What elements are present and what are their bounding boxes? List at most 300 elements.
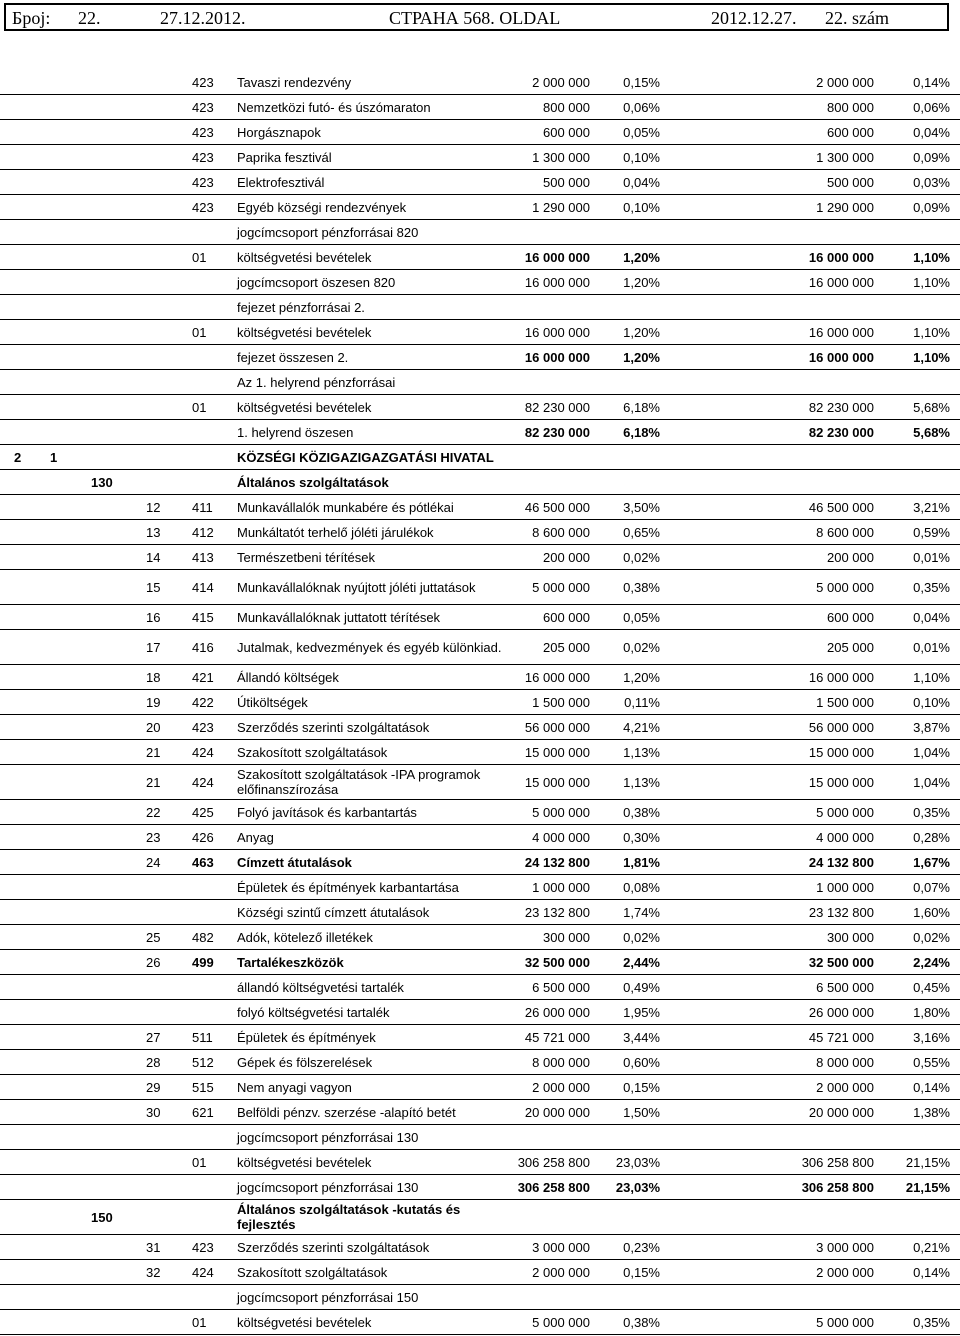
table-row [0, 1175, 960, 1200]
description: fejezet pénzforrásai 2. [237, 299, 365, 315]
description: Horgásznapok [237, 124, 321, 140]
economic-code: 414 [192, 579, 214, 595]
table-row [0, 765, 960, 800]
percent-1: 0,65% [623, 524, 660, 540]
amount-2: 2 000 000 [816, 1079, 874, 1095]
economic-code: 482 [192, 929, 214, 945]
percent-1: 3,50% [623, 499, 660, 515]
percent-1: 0,08% [623, 879, 660, 895]
amount-1: 1 500 000 [532, 694, 590, 710]
percent-1: 0,38% [623, 1314, 660, 1330]
percent-2: 0,04% [913, 609, 950, 625]
description: Természetbeni térítések [237, 549, 376, 565]
amount-2: 16 000 000 [808, 324, 874, 340]
table-row [0, 1100, 960, 1125]
economic-code: 425 [192, 804, 214, 820]
amount-1: 300 000 [543, 929, 590, 945]
table-row [0, 120, 960, 145]
amount-1: 205 000 [543, 639, 590, 655]
amount-1: 32 500 000 [524, 954, 590, 970]
position-number: 12 [146, 499, 161, 515]
description: Paprika fesztivál [237, 149, 332, 165]
description: Nemzetközi futó- és úszómaraton [237, 99, 431, 115]
percent-1: 0,02% [623, 639, 660, 655]
table-row [0, 395, 960, 420]
amount-2: 46 500 000 [808, 499, 874, 515]
amount-1: 600 000 [543, 124, 590, 140]
amount-2: 56 000 000 [808, 719, 874, 735]
table-row [0, 630, 960, 665]
description: Elektrofesztivál [237, 174, 325, 190]
table-row [0, 345, 960, 370]
table-row [0, 1000, 960, 1025]
economic-code: 01 [192, 324, 207, 340]
economic-code: 423 [192, 1239, 214, 1255]
amount-1: 1 300 000 [532, 149, 590, 165]
amount-1: 45 721 000 [524, 1029, 590, 1045]
budget-table [0, 70, 960, 1335]
amount-1: 500 000 [543, 174, 590, 190]
description: Belföldi pénzv. szerzése -alapító betét [237, 1104, 456, 1120]
economic-code: 413 [192, 549, 214, 565]
amount-1: 82 230 000 [524, 399, 590, 415]
table-row [0, 605, 960, 630]
amount-1: 16 000 000 [524, 349, 590, 365]
percent-1: 3,44% [623, 1029, 660, 1045]
economic-code: 621 [192, 1104, 214, 1120]
description: Épületek és építmények [237, 1029, 376, 1045]
percent-2: 0,10% [913, 694, 950, 710]
amount-1: 600 000 [543, 609, 590, 625]
description: Szakosított szolgáltatások [237, 744, 388, 760]
description: Tartalékeszközök [237, 954, 344, 970]
percent-2: 1,10% [913, 669, 950, 685]
percent-2: 0,01% [913, 639, 950, 655]
position-number: 32 [146, 1264, 161, 1280]
description: jogcímcsoport öszesen 820 [237, 274, 396, 290]
position-number: 28 [146, 1054, 161, 1070]
table-row [0, 320, 960, 345]
description: jogcímcsoport pénzforrásai 130 [237, 1129, 419, 1145]
amount-2: 32 500 000 [808, 954, 874, 970]
percent-1: 0,30% [623, 829, 660, 845]
table-row [0, 715, 960, 740]
amount-1: 23 132 800 [524, 904, 590, 920]
amount-2: 16 000 000 [808, 274, 874, 290]
issue-number-cyrillic: 22. [78, 8, 101, 28]
table-row [0, 1200, 960, 1235]
percent-2: 3,87% [913, 719, 950, 735]
economic-code: 01 [192, 1154, 207, 1170]
percent-2: 1,80% [913, 1004, 950, 1020]
economic-code: 423 [192, 124, 214, 140]
percent-2: 5,68% [913, 399, 950, 415]
table-row [0, 925, 960, 950]
description: Állandó költségek [237, 669, 339, 685]
table-row [0, 665, 960, 690]
table-row [0, 950, 960, 975]
percent-2: 0,35% [913, 1314, 950, 1330]
function-code: 130 [91, 474, 113, 490]
percent-1: 0,10% [623, 199, 660, 215]
description: költségvetési bevételek [237, 1154, 372, 1170]
economic-code: 426 [192, 829, 214, 845]
amount-2: 2 000 000 [816, 74, 874, 90]
percent-2: 0,09% [913, 199, 950, 215]
amount-2: 4 000 000 [816, 829, 874, 845]
economic-code: 512 [192, 1054, 214, 1070]
table-row [0, 245, 960, 270]
percent-1: 1,20% [623, 324, 660, 340]
page-number: СТРАНА 568. OLDAL [389, 8, 561, 28]
percent-2: 0,14% [913, 74, 950, 90]
amount-2: 5 000 000 [816, 579, 874, 595]
percent-2: 1,04% [913, 774, 950, 790]
percent-1: 0,11% [624, 694, 660, 710]
amount-1: 16 000 000 [524, 274, 590, 290]
percent-1: 1,50% [623, 1104, 660, 1120]
amount-1: 6 500 000 [532, 979, 590, 995]
date-cyrillic: 27.12.2012. [160, 8, 246, 28]
percent-1: 0,15% [623, 74, 660, 90]
amount-1: 16 000 000 [524, 249, 590, 265]
description: KÖZSÉGI KÖZIGAZIGAZGATÁSI HIVATAL [237, 449, 494, 465]
amount-2: 200 000 [827, 549, 874, 565]
amount-1: 3 000 000 [532, 1239, 590, 1255]
economic-code: 423 [192, 174, 214, 190]
table-row [0, 900, 960, 925]
amount-1: 306 258 800 [517, 1179, 590, 1195]
amount-1: 24 132 800 [524, 854, 590, 870]
amount-2: 6 500 000 [816, 979, 874, 995]
description: Szakosított szolgáltatások -IPA programok előfinanszírozása [237, 767, 481, 797]
table-row [0, 1150, 960, 1175]
economic-code: 01 [192, 249, 207, 265]
amount-1: 16 000 000 [524, 669, 590, 685]
amount-2: 82 230 000 [808, 424, 874, 440]
economic-code: 424 [192, 774, 214, 790]
economic-code: 416 [192, 639, 214, 655]
amount-2: 306 258 800 [801, 1179, 874, 1195]
amount-1: 5 000 000 [532, 1314, 590, 1330]
amount-2: 3 000 000 [816, 1239, 874, 1255]
percent-1: 1,20% [623, 669, 660, 685]
position-number: 25 [146, 929, 161, 945]
description: Nem anyagi vagyon [237, 1079, 352, 1095]
percent-2: 0,01% [913, 549, 950, 565]
economic-code: 423 [192, 149, 214, 165]
amount-2: 1 500 000 [816, 694, 874, 710]
description: jogcímcsoport pénzforrásai 150 [237, 1289, 419, 1305]
percent-1: 0,38% [623, 804, 660, 820]
issue-number-hungarian: 22. szám [825, 8, 889, 28]
percent-1: 0,02% [623, 929, 660, 945]
amount-2: 800 000 [827, 99, 874, 115]
amount-2: 8 600 000 [816, 524, 874, 540]
percent-1: 6,18% [623, 424, 660, 440]
description: jogcímcsoport pénzforrásai 130 [237, 1179, 419, 1195]
percent-1: 0,60% [623, 1054, 660, 1070]
percent-2: 0,21% [913, 1239, 950, 1255]
description: Tavaszi rendezvény [237, 74, 352, 90]
table-row [0, 195, 960, 220]
position-number: 23 [146, 829, 161, 845]
amount-2: 82 230 000 [808, 399, 874, 415]
economic-code: 511 [192, 1029, 213, 1045]
percent-2: 3,21% [913, 499, 950, 515]
amount-2: 5 000 000 [816, 1314, 874, 1330]
economic-code: 423 [192, 199, 214, 215]
percent-2: 1,60% [913, 904, 950, 920]
percent-2: 0,59% [913, 524, 950, 540]
percent-2: 2,24% [913, 954, 950, 970]
table-row [0, 850, 960, 875]
percent-1: 1,81% [623, 854, 660, 870]
percent-1: 23,03% [615, 1179, 660, 1195]
percent-1: 0,49% [623, 979, 660, 995]
amount-1: 8 600 000 [532, 524, 590, 540]
percent-2: 1,10% [913, 274, 950, 290]
table-row [0, 1050, 960, 1075]
table-row [0, 420, 960, 445]
amount-1: 16 000 000 [524, 324, 590, 340]
function-code: 150 [91, 1209, 113, 1225]
percent-2: 0,45% [913, 979, 950, 995]
amount-2: 500 000 [827, 174, 874, 190]
description: Munkavállalóknak juttatott térítések [237, 609, 441, 625]
position-number: 17 [146, 639, 161, 655]
table-row [0, 825, 960, 850]
amount-1: 2 000 000 [532, 1079, 590, 1095]
position-number: 15 [146, 579, 161, 595]
table-row [0, 70, 960, 95]
percent-1: 1,95% [623, 1004, 660, 1020]
description: Általános szolgáltatások [237, 474, 389, 490]
description: Folyó javítások és karbantartás [237, 804, 417, 820]
amount-2: 16 000 000 [808, 349, 874, 365]
percent-2: 0,55% [913, 1054, 950, 1070]
position-number: 22 [146, 804, 161, 820]
amount-1: 2 000 000 [532, 1264, 590, 1280]
issue-label-cyrillic: Број: [12, 8, 51, 28]
description: fejezet összesen 2. [237, 349, 349, 365]
percent-2: 1,10% [913, 249, 950, 265]
table-row [0, 220, 960, 245]
description: Egyéb községi rendezvények [237, 199, 407, 215]
percent-1: 1,20% [623, 349, 660, 365]
position-number: 21 [146, 744, 161, 760]
percent-1: 1,13% [623, 774, 660, 790]
economic-code: 424 [192, 1264, 214, 1280]
percent-1: 0,15% [623, 1264, 660, 1280]
description: költségvetési bevételek [237, 1314, 372, 1330]
amount-1: 800 000 [543, 99, 590, 115]
percent-1: 0,15% [623, 1079, 660, 1095]
table-row [0, 1310, 960, 1335]
percent-1: 0,06% [623, 99, 660, 115]
description: költségvetési bevételek [237, 249, 372, 265]
amount-2: 15 000 000 [808, 774, 874, 790]
amount-1: 1 000 000 [532, 879, 590, 895]
amount-2: 1 300 000 [816, 149, 874, 165]
percent-2: 0,14% [913, 1264, 950, 1280]
section-code: 2 [14, 449, 22, 465]
percent-2: 3,16% [913, 1029, 950, 1045]
table-row [0, 800, 960, 825]
amount-2: 1 000 000 [816, 879, 874, 895]
percent-1: 1,13% [623, 744, 660, 760]
percent-2: 1,38% [913, 1104, 950, 1120]
amount-1: 46 500 000 [524, 499, 590, 515]
description: Épületek és építmények karbantartása [237, 879, 459, 895]
description: Útiköltségek [237, 694, 308, 710]
amount-2: 205 000 [827, 639, 874, 655]
table-row [0, 975, 960, 1000]
percent-1: 2,44% [623, 954, 660, 970]
table-row [0, 690, 960, 715]
description: Jutalmak, kedvezmények és egyéb különkiad. [237, 639, 502, 655]
amount-2: 600 000 [827, 124, 874, 140]
amount-2: 26 000 000 [808, 1004, 874, 1020]
percent-1: 0,02% [623, 549, 660, 565]
description: Anyag [237, 829, 274, 845]
percent-1: 0,23% [623, 1239, 660, 1255]
percent-2: 5,68% [913, 424, 950, 440]
description: költségvetési bevételek [237, 324, 372, 340]
amount-1: 4 000 000 [532, 829, 590, 845]
economic-code: 423 [192, 99, 214, 115]
amount-2: 20 000 000 [808, 1104, 874, 1120]
percent-1: 0,05% [623, 609, 660, 625]
position-number: 13 [146, 524, 161, 540]
amount-1: 2 000 000 [532, 74, 590, 90]
economic-code: 463 [192, 854, 214, 870]
table-row [0, 545, 960, 570]
amount-2: 45 721 000 [808, 1029, 874, 1045]
table-row [0, 470, 960, 495]
table-row [0, 495, 960, 520]
economic-code: 424 [192, 744, 214, 760]
description: költségvetési bevételek [237, 399, 372, 415]
description: Az 1. helyrend pénzforrásai [237, 374, 396, 390]
amount-2: 23 132 800 [808, 904, 874, 920]
position-number: 14 [146, 549, 161, 565]
amount-1: 5 000 000 [532, 579, 590, 595]
amount-2: 5 000 000 [816, 804, 874, 820]
amount-2: 300 000 [827, 929, 874, 945]
percent-2: 0,06% [913, 99, 950, 115]
table-row [0, 875, 960, 900]
percent-2: 0,04% [913, 124, 950, 140]
table-row [0, 1260, 960, 1285]
percent-2: 0,03% [913, 174, 950, 190]
table-row [0, 1285, 960, 1310]
table-row [0, 295, 960, 320]
table-row [0, 570, 960, 605]
amount-2: 15 000 000 [808, 744, 874, 760]
economic-code: 423 [192, 74, 214, 90]
amount-1: 82 230 000 [524, 424, 590, 440]
economic-code: 499 [192, 954, 214, 970]
table-row [0, 520, 960, 545]
table-row [0, 170, 960, 195]
percent-1: 1,20% [623, 274, 660, 290]
position-number: 18 [146, 669, 161, 685]
table-row [0, 270, 960, 295]
economic-code: 412 [192, 524, 214, 540]
position-number: 29 [146, 1079, 161, 1095]
amount-2: 16 000 000 [808, 249, 874, 265]
amount-2: 16 000 000 [808, 669, 874, 685]
percent-2: 1,67% [913, 854, 950, 870]
description: állandó költségvetési tartalék [237, 979, 404, 995]
amount-1: 15 000 000 [524, 744, 590, 760]
table-row [0, 1235, 960, 1260]
amount-1: 56 000 000 [524, 719, 590, 735]
description: Szakosított szolgáltatások [237, 1264, 388, 1280]
amount-2: 2 000 000 [816, 1264, 874, 1280]
description: Szerződés szerinti szolgáltatások [237, 1239, 430, 1255]
page-header [4, 3, 949, 31]
description: Községi szintű címzett átutalások [237, 904, 430, 920]
percent-1: 23,03% [615, 1154, 660, 1170]
description: Gépek és fölszerelések [237, 1054, 373, 1070]
percent-2: 0,35% [913, 804, 950, 820]
position-number: 16 [146, 609, 161, 625]
amount-2: 306 258 800 [801, 1154, 874, 1170]
percent-2: 0,07% [913, 879, 950, 895]
amount-1: 20 000 000 [524, 1104, 590, 1120]
amount-1: 15 000 000 [524, 774, 590, 790]
amount-1: 1 290 000 [532, 199, 590, 215]
percent-2: 0,28% [913, 829, 950, 845]
economic-code: 423 [192, 719, 214, 735]
amount-2: 24 132 800 [808, 854, 874, 870]
position-number: 30 [146, 1104, 161, 1120]
table-row [0, 740, 960, 765]
table-row [0, 370, 960, 395]
description: Munkáltatót terhelő jóléti járulékok [237, 524, 434, 540]
percent-1: 6,18% [623, 399, 660, 415]
description: 1. helyrend öszesen [237, 424, 354, 440]
percent-2: 1,10% [913, 324, 950, 340]
amount-1: 306 258 800 [517, 1154, 590, 1170]
economic-code: 515 [192, 1079, 214, 1095]
table-row [0, 1125, 960, 1150]
percent-2: 21,15% [905, 1179, 950, 1195]
economic-code: 421 [192, 669, 214, 685]
description: Szerződés szerinti szolgáltatások [237, 719, 430, 735]
position-number: 21 [146, 774, 161, 790]
percent-1: 0,05% [623, 124, 660, 140]
amount-2: 1 290 000 [816, 199, 874, 215]
percent-2: 0,02% [913, 929, 950, 945]
head-code: 1 [50, 449, 58, 465]
amount-1: 8 000 000 [532, 1054, 590, 1070]
percent-2: 1,10% [913, 349, 950, 365]
position-number: 26 [146, 954, 161, 970]
amount-2: 8 000 000 [816, 1054, 874, 1070]
amount-1: 200 000 [543, 549, 590, 565]
description: Munkavállalóknak nyújtott jóléti juttatások [237, 579, 476, 595]
description: folyó költségvetési tartalék [237, 1004, 390, 1020]
economic-code: 01 [192, 399, 207, 415]
percent-1: 1,74% [623, 904, 660, 920]
percent-2: 0,14% [913, 1079, 950, 1095]
description: Adók, kötelező illetékek [237, 929, 373, 945]
date-hungarian: 2012.12.27. [711, 8, 797, 28]
description: Általános szolgáltatások -kutatás és fejlesztés [237, 1202, 461, 1232]
